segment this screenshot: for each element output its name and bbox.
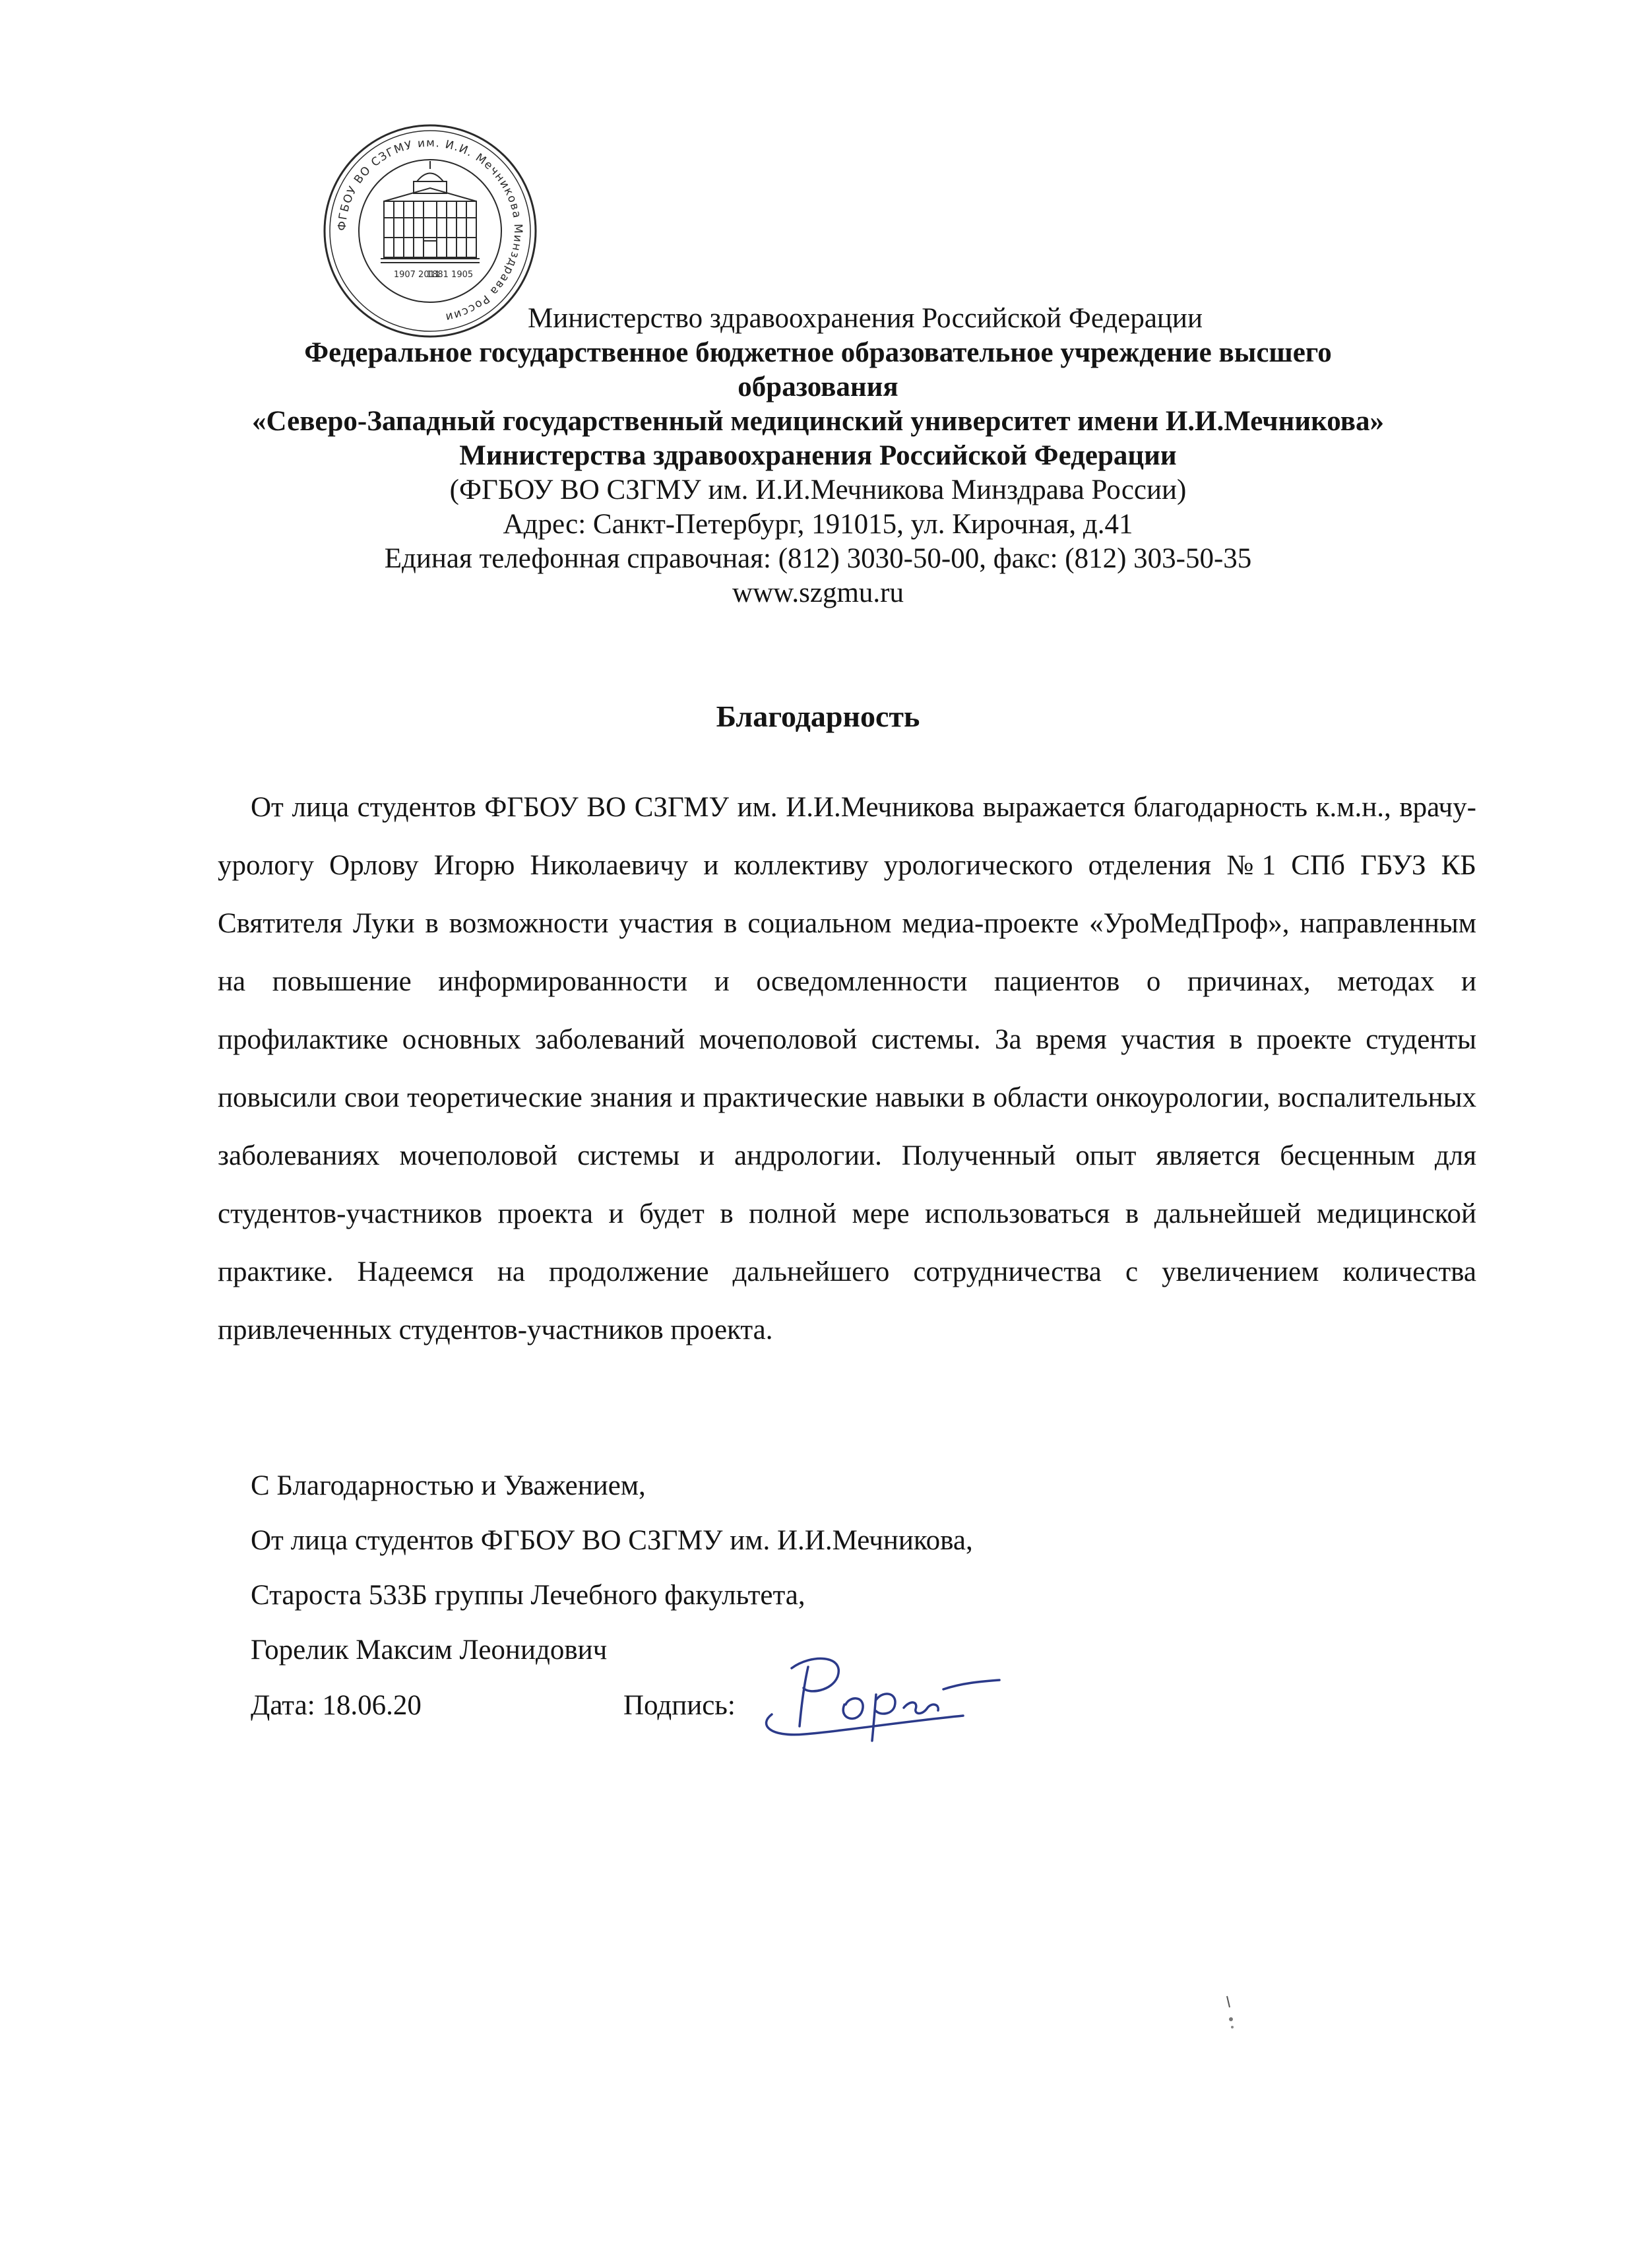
university-name: «Северо-Западный государственный медицинский университет имени И.И.Мечникова» <box>252 406 1384 437</box>
institution-line2: образования <box>738 372 898 403</box>
website-line: www.szgmu.ru <box>732 577 904 608</box>
signature-label: Подпись: <box>623 1690 736 1721</box>
closing-line1: С Благодарностью и Уважением, <box>251 1470 646 1501</box>
body-paragraph: От лица студентов ФГБОУ ВО СЗГМУ им. И.И.Мечникова выражается благодарность к.м.н., врачу-урологу Орлову Игорю Николаевичу и коллективу урологического отделения №1 СПб ГБУЗ КБ Святителя Луки в возможности участия в социальном медиа-проекте «УроМедПроф», направленным на повышение информированности и осведомленности пациентов о причинах, методах и профилактике основных заболеваний мочеполовой системы. За время участия в проекте студенты повысили свои теоретические знания и практические навыки в области онкоурологии, воспалительных заболеваниях мочеполовой системы и андрологии. Полученный опыт является бесценным для студентов-участников проекта и будет в полной мере использоваться в дальнейшей медицинской практике. Надеемся на продолжение дальнейшего сотрудничества с увеличением количества привлеченных студентов-участников проекта. <box>218 792 1476 1345</box>
document-title: Благодарность <box>716 699 920 733</box>
ministry-line: Министерство здравоохранения Российской Федерации <box>528 303 1203 334</box>
institution-line1: Федеральное государственное бюджетное образовательное учреждение высшего <box>304 337 1332 368</box>
handwritten-signature-icon <box>745 1642 1003 1747</box>
ministry-of-line: Министерства здравоохранения Российской Федерации <box>459 440 1177 471</box>
svg-text:1907 2011: 1907 2011 <box>393 270 441 280</box>
university-seal-icon <box>318 119 542 343</box>
closing-signer-name: Горелик Максим Леонидович <box>251 1635 608 1666</box>
closing-line2: От лица студентов ФГБОУ ВО СЗГМУ им. И.И.Мечникова, <box>251 1525 973 1556</box>
address-line: Адрес: Санкт-Петербург, 191015, ул. Кирочная, д.41 <box>503 509 1133 540</box>
date-line: Дата: 18.06.20 <box>251 1690 422 1721</box>
svg-text:ФГБОУ ВО СЗГМУ им. И.И. Мечник: ФГБОУ ВО СЗГМУ им. И.И. Мечникова Минздрава России <box>335 136 525 325</box>
scan-speck-icon <box>1220 1993 1240 2046</box>
phone-line: Единая телефонная справочная: (812) 3030-50-00, факс: (812) 303-50-35 <box>384 543 1252 574</box>
abbreviation-line: (ФГБОУ ВО СЗГМУ им. И.И.Мечникова Минздрава России) <box>449 474 1187 505</box>
closing-line3: Староста 533Б группы Лечебного факультета, <box>251 1580 805 1611</box>
svg-text:1881 1905: 1881 1905 <box>426 270 474 280</box>
